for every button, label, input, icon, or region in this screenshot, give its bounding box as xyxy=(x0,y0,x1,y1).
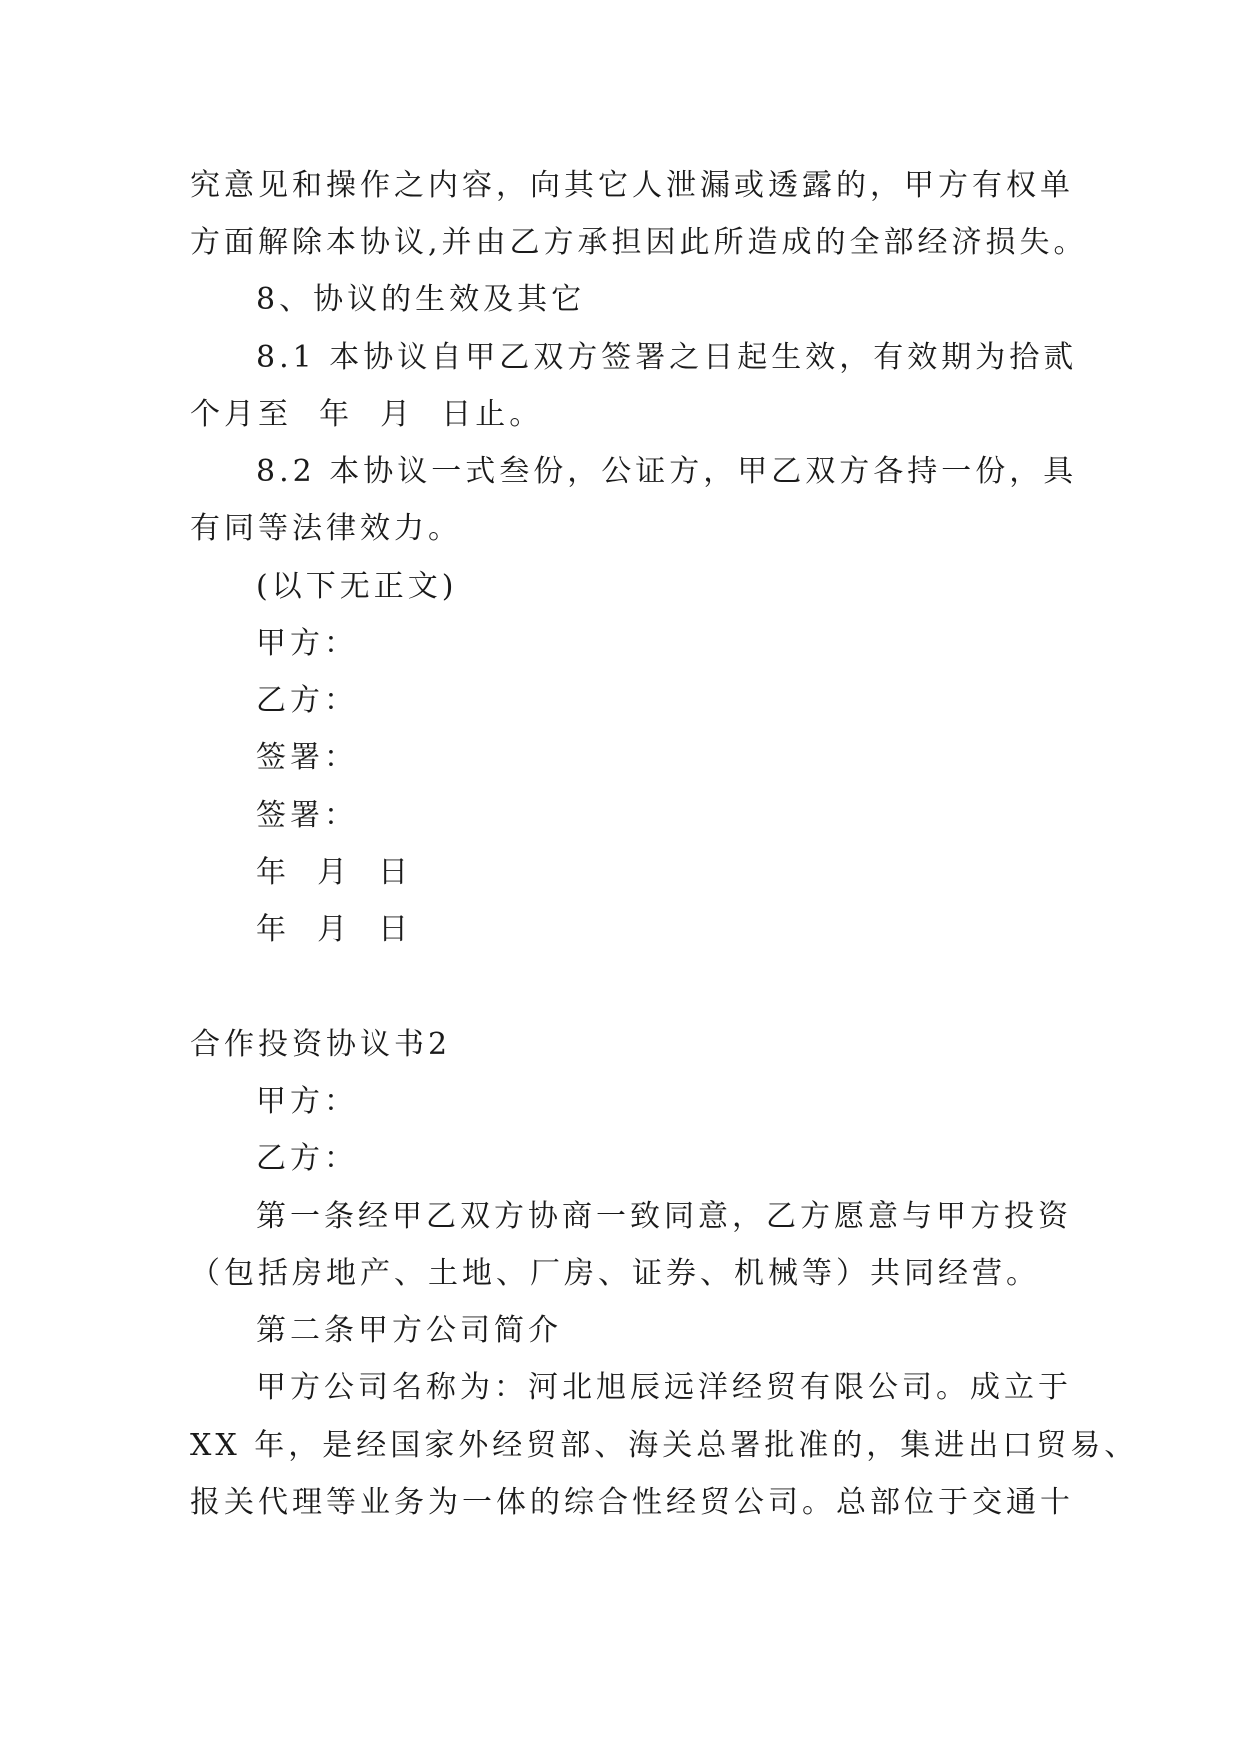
date-label: 年 月 日 xyxy=(256,912,413,947)
document-title: 合作投资协议书2 xyxy=(190,1027,452,1062)
paragraph-line: 究意见和操作之内容，向其它人泄漏或透露的，甲方有权单 xyxy=(190,168,1074,203)
signature-label: 签署： xyxy=(256,740,358,775)
article-heading: 第二条甲方公司简介 xyxy=(256,1313,562,1348)
no-text-note: (以下无正文) xyxy=(256,569,458,604)
article-line: 报关代理等业务为一体的综合性经贸公司。总部位于交通十 xyxy=(190,1485,1074,1520)
party-b-label: 乙方： xyxy=(256,1141,358,1176)
party-b-label: 乙方： xyxy=(256,683,358,718)
paragraph-line: 方面解除本协议,并由乙方承担因此所造成的全部经济损失。 xyxy=(190,225,1088,260)
section-heading: 8、协议的生效及其它 xyxy=(256,282,586,317)
signature-label: 签署： xyxy=(256,798,358,833)
clause-line: 8.2 本协议一式叁份，公证方，甲乙双方各持一份，具 xyxy=(256,454,1078,489)
party-a-label: 甲方： xyxy=(256,626,358,661)
clause-line: 个月至 年 月 日止。 xyxy=(190,397,544,432)
clause-line: 有同等法律效力。 xyxy=(190,511,462,546)
clause-line: 8.1 本协议自甲乙双方签署之日起生效，有效期为拾贰 xyxy=(256,340,1078,375)
date-label: 年 月 日 xyxy=(256,855,413,890)
article-line: 甲方公司名称为：河北旭辰远洋经贸有限公司。成立于 xyxy=(256,1370,1072,1405)
article-line: 第一条经甲乙双方协商一致同意，乙方愿意与甲方投资 xyxy=(256,1199,1072,1234)
article-line: XX 年，是经国家外经贸部、海关总署批准的，集进出口贸易、 xyxy=(190,1428,1139,1463)
party-a-label: 甲方： xyxy=(256,1084,358,1119)
article-line: （包括房地产、土地、厂房、证券、机械等）共同经营。 xyxy=(190,1256,1040,1291)
